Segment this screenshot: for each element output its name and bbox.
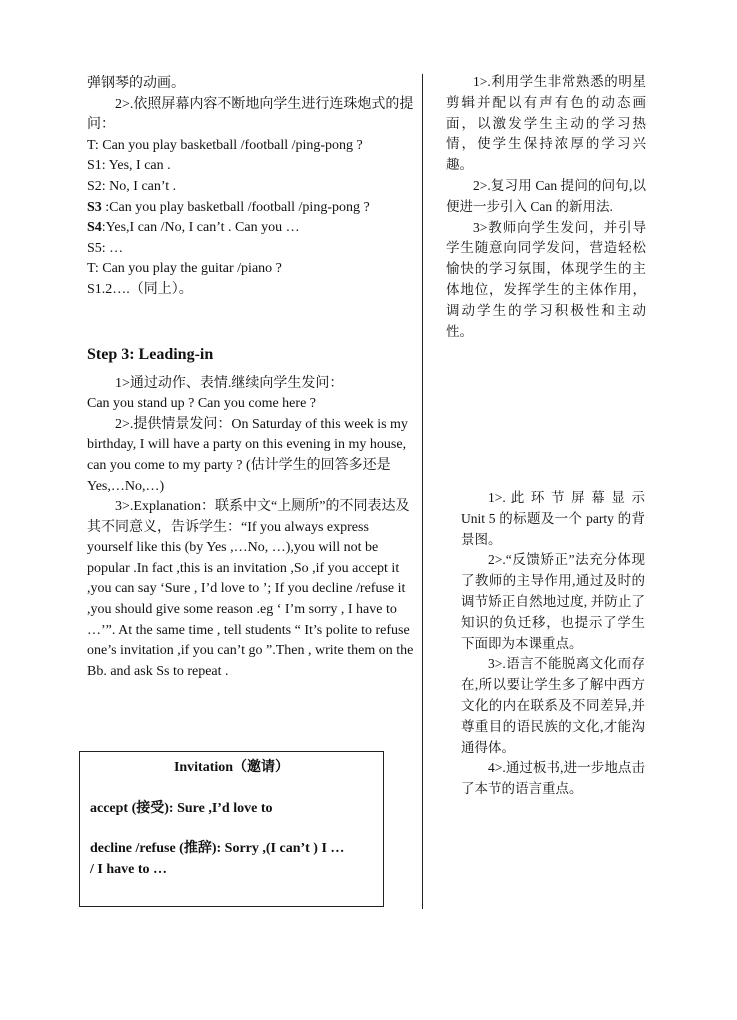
note: 4>.通过板书,进一步地点击了本节的语言重点。 xyxy=(461,760,645,797)
right-notes-top xyxy=(446,72,646,342)
paragraph: Can you stand up ? Can you come here ? xyxy=(87,396,316,412)
column-divider xyxy=(422,74,423,909)
dialogue-line xyxy=(87,218,415,239)
invitation-board-box xyxy=(79,751,384,907)
dialogue-text: :Yes,I can /No, I can’t . Can you … xyxy=(101,220,300,236)
box-decline: decline /refuse (推辞): Sorry ,(I can’t ) I … xyxy=(90,841,345,857)
dialogue-line: S2: No, I can’t . xyxy=(87,178,177,194)
box-decline-alt: / I have to … xyxy=(90,861,167,877)
right-notes-bottom xyxy=(461,488,645,800)
speaker-label: S4 xyxy=(87,220,102,236)
paragraph: 2>.提供情景发问：On Saturday of this week is my birthday, I will have a party on this evening in my house, can you come to my party ? (估计学生的回答多还是 Yes,…No,…) xyxy=(87,416,408,494)
note: 3>教师向学生发问，并引导学生随意向同学发问，营造轻松愉快的学习氛围，体现学生的主体地位，发挥学生的主体作用，调动学生的学习积极性和主动性。 xyxy=(446,219,646,339)
paragraph: 3>.Explanation：联系中文“上厕所”的不同表达及其不同意义，告诉学生：“If you always express yourself like this (by Yes ,…No, …),you will not be popular .In fact ,this is an invitation ,So ,if you accept it ,you can say ‘Sure , I’d love to ’; If you decline /refuse it ,you should give some reason .eg ‘ I’m sorry , I have to …’”. At the same time , tell students “ It’s polite to refuse one’s invitation ,if you can’t go ”.Then , write them on the Bb. and ask Ss to repeat . xyxy=(87,499,414,679)
step-heading: Step 3: Leading-in xyxy=(87,345,214,363)
note: 1>.利用学生非常熟悉的明星剪辑并配以有声有色的动态画面，以激发学生主动的学习热情，使学生保持浓厚的学习兴趣。 xyxy=(446,74,646,173)
note: 3>.语言不能脱离文化而存在,所以要让学生多了解中西方文化的内在联系及不同差异,并尊重目的语民族的文化,才能沟通得体。 xyxy=(461,656,645,755)
note: 1>. 此 环 节 屏 幕 显 示 Unit 5 的标题及一个 party 的背景图。 xyxy=(461,490,645,547)
left-column xyxy=(87,74,415,682)
paragraph: 1>通过动作、表情.继续向学生发问： xyxy=(115,375,344,391)
dialogue-line: S1: Yes, I can . xyxy=(87,158,171,174)
note: 2>.“反馈矫正”法充分体现了教师的主导作用,通过及时的调节矫正自然地过度, 并防止了知识的负迁移，也提示了学生下面即为本课重点。 xyxy=(461,552,645,651)
paragraph: 2>.依照屏幕内容不断地向学生进行连珠炮式的提问： xyxy=(87,96,414,133)
box-accept: accept (接受): Sure ,I’d love to xyxy=(90,800,273,816)
dialogue-text: :Can you play basketball /football /ping-pong ? xyxy=(101,199,370,215)
box-title: Invitation（邀请） xyxy=(173,760,290,775)
paragraph: 弹钢琴的动画。 xyxy=(87,76,185,91)
dialogue-line: T: Can you play basketball /football /ping-pong ? xyxy=(87,137,363,153)
speaker-label: S3 xyxy=(87,199,102,215)
dialogue-line: S1.2….（同上）。 xyxy=(87,281,193,297)
dialogue-line xyxy=(87,198,415,219)
dialogue-line: T: Can you play the guitar /piano ? xyxy=(87,261,282,277)
note: 2>.复习用 Can 提问的问句,以便进一步引入 Can 的新用法. xyxy=(446,177,646,214)
dialogue-line: S5: … xyxy=(87,240,124,256)
